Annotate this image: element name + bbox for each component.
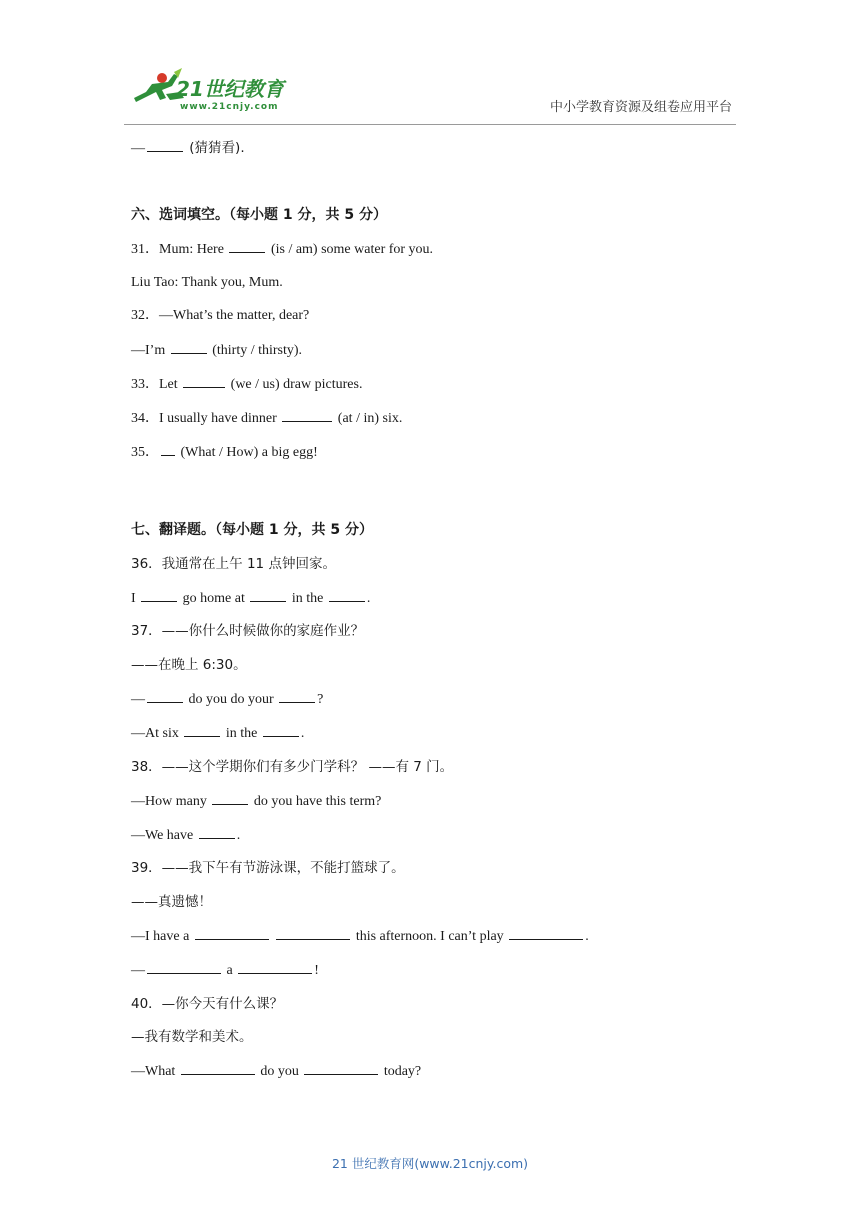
platform-name: 中小学教育资源及组卷应用平台 — [549, 100, 732, 115]
carryover-line: — (猜猜看). — [131, 140, 245, 156]
question-31: 31．Mum: Here (is / am) some water for you. — [131, 242, 434, 257]
question-38-answer-1: —How many do you have this term? — [131, 794, 382, 809]
question-39: 39．——我下午有节游泳课，不能打篮球了。 — [131, 860, 405, 876]
answer-blank[interactable] — [263, 724, 299, 737]
question-32: 32．—What’s the matter, dear? — [131, 308, 310, 323]
answer-blank[interactable] — [171, 341, 207, 354]
question-37-answer-2: —At six in the . — [131, 726, 305, 741]
answer-blank[interactable] — [141, 589, 177, 602]
answer-blank[interactable] — [304, 1062, 378, 1075]
answer-blank[interactable] — [184, 724, 220, 737]
answer-blank[interactable] — [147, 690, 183, 703]
answer-blank[interactable] — [181, 1062, 255, 1075]
answer-blank[interactable] — [195, 927, 269, 940]
answer-blank[interactable] — [183, 375, 225, 388]
question-32-answer: —I’m (thirty / thirsty). — [131, 343, 303, 358]
answer-blank[interactable] — [276, 927, 350, 940]
question-33: 33．Let (we / us) draw pictures. — [131, 377, 363, 392]
question-40: 40．—你今天有什么课？ — [131, 996, 284, 1012]
question-35: 35． (What / How) a big egg! — [131, 445, 318, 460]
svg-text:www.21cnjy.com: www.21cnjy.com — [180, 102, 279, 112]
svg-text:21世纪教育: 21世纪教育 — [176, 77, 284, 101]
question-37-answer-1: — do you do your ? — [131, 692, 324, 707]
question-31-reply: Liu Tao: Thank you, Mum. — [131, 275, 283, 290]
logo-21cnjy — [122, 66, 292, 116]
section-6-title: 六、选词填空。（每小题 1 分，共 5 分） — [131, 207, 387, 223]
question-39-answer-1: —I have a this afternoon. I can’t play . — [131, 929, 589, 944]
answer-blank[interactable] — [229, 240, 265, 253]
question-40-cn-reply: —我有数学和美术。 — [131, 1029, 253, 1045]
section-7-title: 七、翻译题。（每小题 1 分，共 5 分） — [131, 522, 373, 538]
question-36: 36．我通常在上午 11 点钟回家。 — [131, 556, 336, 572]
question-40-answer: —What do you today? — [131, 1064, 422, 1079]
question-39-cn-reply: ——真遗憾！ — [131, 894, 212, 910]
header-divider — [124, 124, 736, 125]
question-37-cn-reply: ——在晚上 6:30。 — [131, 657, 247, 673]
answer-blank[interactable] — [199, 826, 235, 839]
answer-blank[interactable] — [509, 927, 583, 940]
answer-blank[interactable] — [212, 792, 248, 805]
question-36-answer: I go home at in the . — [131, 591, 371, 606]
question-34: 34．I usually have dinner (at / in) six. — [131, 411, 403, 426]
answer-blank[interactable] — [282, 409, 332, 422]
answer-blank[interactable] — [250, 589, 286, 602]
answer-blank[interactable] — [147, 139, 183, 152]
answer-blank[interactable] — [161, 443, 175, 456]
question-38-answer-2: —We have . — [131, 828, 241, 843]
question-38: 38．——这个学期你们有多少门学科？ ——有 7 门。 — [131, 759, 454, 775]
page-header — [0, 0, 860, 125]
answer-blank[interactable] — [147, 961, 221, 974]
answer-blank[interactable] — [279, 690, 315, 703]
question-39-answer-2: — a ! — [131, 963, 319, 978]
page-footer: 21 世纪教育网(www.21cnjy.com) — [331, 1156, 529, 1171]
answer-blank[interactable] — [329, 589, 365, 602]
question-37: 37．——你什么时候做你的家庭作业？ — [131, 623, 365, 639]
answer-blank[interactable] — [238, 961, 312, 974]
